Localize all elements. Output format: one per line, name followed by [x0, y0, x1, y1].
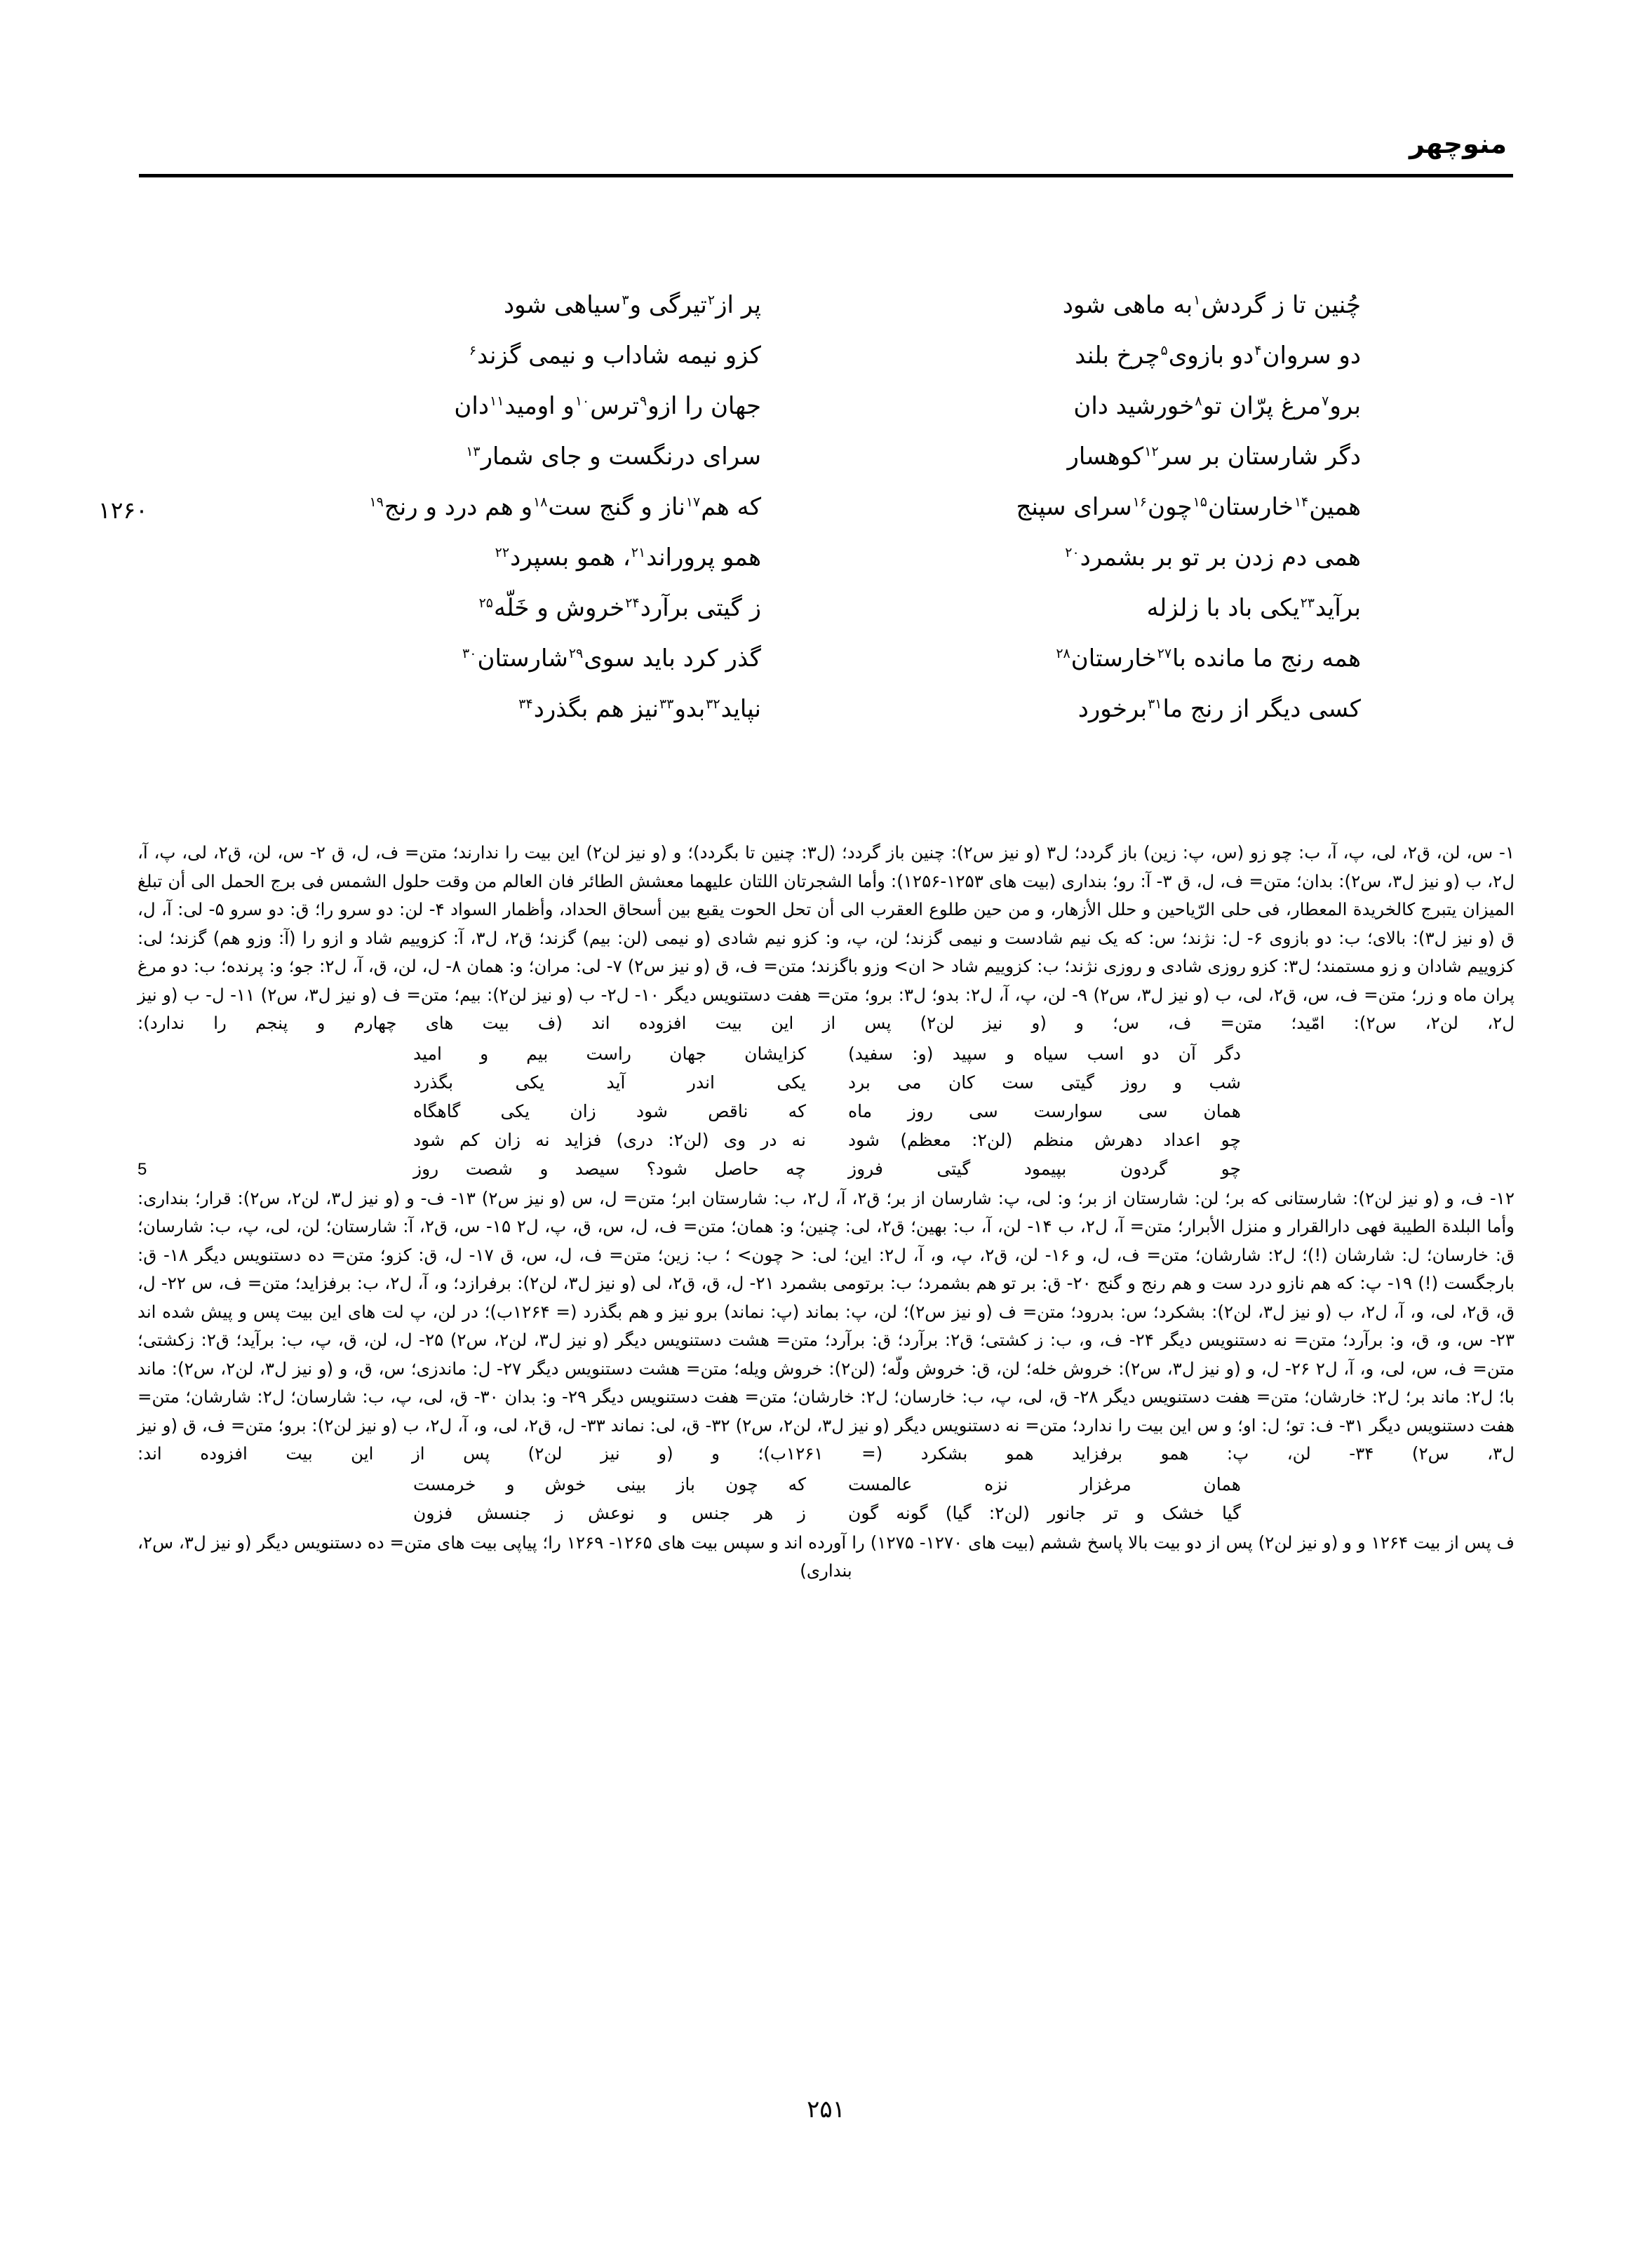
footnote-ref: ۱۳ — [466, 443, 481, 459]
footnote-ref: ۵ — [1160, 342, 1168, 358]
hemistich-left — [246, 334, 761, 369]
hemistich-left — [246, 687, 761, 722]
footnote-ref: ۱۶ — [1132, 494, 1147, 510]
hemistich-right — [828, 536, 1361, 571]
hemistich-text-mid: مرغ پرّان تو — [1202, 392, 1322, 420]
footnote-ref: ۳۱ — [1148, 696, 1162, 712]
hemistich-text-mid: ترس — [590, 392, 639, 420]
footnote-ref: ۲۸ — [1056, 645, 1070, 661]
footnote-ref: ۸ — [1195, 393, 1202, 409]
verse-line — [231, 536, 1491, 586]
apparatus-paragraph-1: ۱- س، لن، ق۲، لی، پ، آ، ب: چو زو (س، پ: زین) باز گردد؛ ل۳ (و نیز س۲): چنین باز گردد؛ (ل۳: چنین تا بگردد)؛ و (و نیز لن۲) این بیت را ندارند؛ متن= ف، ل، ق ۲- س، لن، ق۲، لی، پ، آ، ل۲، ب (و نیز ل۳، س۲): بدان؛ متن= ف، ل، ق ۳- آ: رو؛ بنداری (بیت های ۱۲۵۳-۱۲۵۶): وأما الشجرتان اللتان علیهما معشش الطائر فان العالم من وقت حلول الشمس فی برج الحمل الی أن تبلغ المیزان یتبرج کالخریدة المعطار، فی حلی الرّیاحین و حلل الأزهار، و من حین طلوع العقرب الی أن تحل الحوت یقبع بین أسحاق الحداد، وأظمار السواد ۴- لن: دو سرو را؛ ق: دو سرو ۵- لی: آ، ل، ق (و نیز ل۳): بالای؛ ب: دو بازوی ۶- ل: نژند؛ س: که یک نیم شادست و نیمی گزند؛ لن، پ، و: کزو نیم شادی (و نیمی (لن: بیم) گزند؛ ق۲، ل۳، آ: کزوییم شاد و ازو را (آ: وزو هم) گزند؛ لی: کزوییم شادان و زو مستمند؛ ل۳: کزو روزی شادی و روزی نژند؛ ب: کزوییم شاد < ان> وزو باگزند؛ متن= ف، ق (و نیز س۲) ۷- لی: مران؛ و: همان ۸- ل، لن، ق، آ، ل۲: جو؛ و: پرنده؛ ب: دو مرغ پران ماه و زر؛ متن= ف، س، ق۲، لی، ب (و نیز ل۳، س۲) ۹- لن، پ، آ، ل۲: بدو؛ ل۳: برو؛ متن= هفت دستنویس دیگر ۱۰- ل۲- ب (و نیز لن۲): بیم؛ متن= ف (و نیز ل۳، س۲) ۱۱- ل- ب (و نیز ل۲، لن۲، س۲): امّید؛ متن= ف، س؛ و (و نیز لن۲) پس از این بیت افزوده اند (ف بیت های چهارم و پنجم را ندارد): — [137, 842, 1515, 1033]
hemistich-text-tail: خورشید دان — [1073, 392, 1195, 420]
footnote-ref: ۱۲ — [1144, 443, 1159, 459]
hemistich-text-tail: سیاهی شود — [504, 291, 622, 319]
hemistich-text: پر از — [716, 291, 761, 319]
verse-line — [231, 384, 1491, 435]
hemistich-right — [828, 485, 1361, 520]
verse-line — [231, 586, 1491, 637]
hemistich-text-mid: ناز و گنج ست — [548, 493, 685, 521]
hemistich-text-tail: برخورد — [1077, 695, 1148, 723]
hemistich-right — [828, 586, 1361, 621]
hemistich-right — [828, 283, 1361, 318]
verse-number: ۱۲۶۰ — [98, 497, 148, 524]
inset-hemistich-left: که چون باز بینی خوش و خرمست — [413, 1473, 806, 1494]
footnote-ref: ۳۰ — [462, 645, 477, 661]
footnote-ref: ۱۵ — [1193, 494, 1207, 510]
footnote-ref: ۳۴ — [518, 696, 533, 712]
hemistich-text: گذر کرد باید سوی — [584, 644, 761, 673]
footnote-ref: ۱۹ — [369, 494, 384, 510]
inset-hemistich-right: همان مرغزار نزه عالمست — [848, 1473, 1241, 1494]
hemistich-text-mid: ، همو بسپرد — [510, 544, 631, 572]
footnote-ref: ۱۷ — [685, 494, 701, 510]
inset-hemistich-right: چو اعداد دهرش منظم (لن۲: معظم) شود — [848, 1129, 1241, 1150]
page-number: ۲۵۱ — [807, 2095, 845, 2124]
verse-block — [98, 283, 1491, 738]
hemistich-text: برو — [1329, 392, 1361, 420]
footnote-ref: ۷ — [1322, 393, 1329, 409]
hemistich-left — [246, 637, 761, 672]
hemistich-text: همی دم زدن بر تو بر بشمرد — [1080, 544, 1361, 572]
hemistich-text-tail: کوهسار — [1067, 443, 1144, 471]
hemistich-left — [246, 384, 761, 419]
hemistich-text-mid: بدو — [674, 695, 706, 723]
hemistich-text-tail: و اومید — [504, 392, 575, 420]
hemistich-text: همه رنج ما مانده با — [1172, 644, 1361, 673]
footnote-ref: ۱۱ — [489, 393, 504, 409]
hemistich-text: همین — [1309, 493, 1361, 521]
inset-verse-line — [137, 1470, 1515, 1499]
hemistich-text-tail: نیز هم بگذرد — [533, 695, 659, 723]
hemistich-right — [828, 334, 1361, 369]
hemistich-text: کسی دیگر از رنج ما — [1162, 695, 1361, 723]
chapter-title: منوچهر — [1409, 128, 1507, 159]
inset-hemistich-left: کزایشان جهان راست بیم و امید — [413, 1043, 806, 1064]
apparatus-paragraph-2: ۱۲- ف، و (و نیز لن۲): شارستانی که بر؛ لن: شارستان از بر؛ و: لی، پ: شارسان از بر؛ ق۲، آ، ل۲، ب: شارستان ابر؛ متن= ل، س (و نیز س۲) ۱۳- ف- و (و نیز ل۳، لن۲، س۲): قرار؛ بنداری: وأما البلدة الطیبة فهی دارالقرار و منزل الأبرار؛ متن= آ، ل۲، ب ۱۴- لن، آ، ب: بهین؛ ق۲، لی: چنین؛ و: همان؛ متن= ف، ل، س، ق، پ، ل۲ ۱۵- س، ق۲، آ: شارستان؛ لن، لی، پ، ب: شارسان؛ ق: خارسان؛ ل: شارشان (!)؛ ل۲: شارشان؛ متن= ف، ل، و ۱۶- لن، ق۲، پ، و، آ، ل۲: این؛ لی: < چون> ؛ ب: زین؛ متن= ف، ل، س، ق ۱۷- ل، ق: کزو؛ متن= ده دستنویس دیگر ۱۸- ق: بارجگست (!) ۱۹- پ: که هم نازو درد ست و هم رنج و گنج ۲۰- ق: بر تو هم بشمرد؛ ب: برتومی بشمرد ۲۱- ل، ق، ق۲، لی (و نیز ل۳، لن۲): برفرازد؛ و، آ، ل۲، ب: برفزاید؛ متن= ف، س ۲۲- ل، ق، ق۲، لی، و، آ، ل۲، ب (و نیز ل۳، لن۲): بشکرد؛ س: بدرود؛ متن= ف (و نیز س۲)؛ لن، پ: بماند (پ: نماند) برو نیز و هم بگذرد (= ۱۲۶۴ب)؛ در لن، پ لت های این بیت پس و پیش شده اند ۲۳- س، و، ق، و: برآرد؛ متن= نه دستنویس دیگر ۲۴- ف، و، ب: ز کشتی؛ ق۲: برآرد؛ ق: برآرد؛ متن= هشت دستنویس دیگر (و نیز ل۳، لن۲، س۲) ۲۵- ل، لن، ق، پ، ب: برآید؛ ق۲: زکشتی؛ متن= ف، س، لی، و، آ، ل۲ ۲۶- ل، و (و نیز ل۳، س۲): خروش خله؛ لن، ق: خروش ولّه؛ (لن۲): خروش ویله؛ متن= هشت دستنویس دیگر ۲۷- ل: ماندزی؛ س، ق، و (و نیز ل۳، لن۲، س۲): ماند با؛ ل۲: ماند بر؛ ل۲: خارشان؛ متن= هفت دستنویس دیگر ۲۸- ق، لی، پ، ب: خارسان؛ ل۲: خارشان؛ متن= هفت دستنویس دیگر ۲۹- و: بدان ۳۰- ق، لی، پ، ب: شارسان؛ ل۲: شارشان؛ متن= هفت دستنویس دیگر ۳۱- ف: تو؛ ل: او؛ و س این بیت را ندارد؛ متن= نه دستنویس دیگر (و نیز ل۳، لن۲، س۲) ۳۲- ق، لی: نماند ۳۳- ل، ق۲، لی، و، آ، ل۲، ب (و نیز لن۲): برو؛ متن= ف، ق (و نیز ل۳، س۲) ۳۴- لن، پ: همو برفزاید همو بشکرد (= ۱۲۶۱ب)؛ و (و نیز لن۲) پس از این بیت افزوده اند: — [137, 1187, 1515, 1464]
hemistich-text-tail2: دان — [454, 392, 489, 420]
hemistich-left — [246, 536, 761, 571]
inset-verse-line — [137, 1097, 1515, 1126]
inset-verse-line — [137, 1499, 1515, 1527]
inset-verse-line — [137, 1039, 1515, 1068]
footnote-ref: ۹ — [639, 393, 647, 409]
hemistich-text-tail: چرخ بلند — [1075, 342, 1160, 370]
footnote-ref: ۲۱ — [631, 544, 646, 560]
footnote-ref: ۲۰ — [1065, 544, 1080, 560]
apparatus-paragraph-3: ف پس از بیت ۱۲۶۴ و و (و نیز لن۲) پس از دو بیت بالا پاسخ ششم (بیت های ۱۲۷۰- ۱۲۷۵) را آورده اند و سپس بیت های ۱۲۶۵- ۱۲۶۹ را؛ پیاپی بیت های متن= ده دستنویس دیگر (و نیز ل۳، س۲، بنداری) — [137, 1532, 1515, 1581]
hemistich-text-tail: خارستان — [1070, 644, 1157, 673]
inset-hemistich-left: نه در وی (لن۲: دری) فزاید نه زان کم شود — [413, 1129, 806, 1150]
hemistich-right — [828, 687, 1361, 722]
footnote-ref: ۳۲ — [706, 696, 720, 712]
footnote-ref: ۲۲ — [495, 544, 510, 560]
hemistich-text: جهان را ازو — [647, 392, 761, 420]
footnote-ref: ۱ — [1193, 292, 1201, 308]
footnote-ref: ۲ — [707, 292, 716, 308]
hemistich-text-mid: خارستان — [1207, 493, 1294, 521]
footnote-ref: ۳۳ — [659, 696, 674, 712]
hemistich-text-tail: به ماهی شود — [1062, 291, 1193, 319]
hemistich-left — [246, 283, 761, 318]
hemistich-text-tail: سرای سپنج — [1016, 493, 1132, 521]
footnote-ref: ۴ — [1254, 342, 1262, 358]
hemistich-text-mid2: چون — [1147, 493, 1193, 521]
inset-hemistich-left: یکی اندر آید یکی بگذرد — [413, 1072, 806, 1093]
inset-hemistich-right: شب و روز گیتی ست کان می برد — [848, 1072, 1241, 1093]
hemistich-text: دو سروان — [1262, 342, 1361, 370]
hemistich-text-mid: دو بازوی — [1168, 342, 1254, 370]
verse-line-numbered — [98, 485, 1491, 536]
inset-verse-line — [137, 1126, 1515, 1154]
hemistich-text-tail: یکی باد با زلزله — [1146, 594, 1300, 622]
hemistich-text: دگر شارستان بر سر — [1159, 443, 1361, 471]
inset-verse-line — [137, 1068, 1515, 1097]
inset-hemistich-right: دگر آن دو اسب سیاه و سپید (و: سفید) — [848, 1043, 1241, 1064]
inset-hemistich-left: چه حاصل شود؟ سیصد و شصت روز — [413, 1158, 806, 1179]
hemistich-text-tail: و هم درد و رنج — [384, 493, 533, 521]
critical-apparatus — [137, 839, 1515, 1586]
hemistich-text-tail: شارستان — [477, 644, 568, 673]
footnote-ref: ۲۹ — [568, 645, 584, 661]
hemistich-right — [828, 637, 1361, 672]
hemistich-text: برآید — [1315, 594, 1361, 622]
footnote-ref: ۳ — [622, 292, 629, 308]
footnote-ref: ۲۳ — [1300, 595, 1315, 611]
inset-verse-block-1 — [137, 1039, 1515, 1183]
hemistich-text-mid: خروش و خَلّه — [494, 594, 625, 622]
hemistich-right — [828, 435, 1361, 470]
verse-line — [231, 637, 1491, 687]
hemistich-text-mid: تیرگی و — [629, 291, 707, 319]
hemistich-text: کزو نیمه شاداب و نیمی گزند — [477, 342, 761, 370]
hemistich-text: ز گیتی برآرد — [640, 594, 761, 622]
hemistich-left — [246, 485, 761, 520]
verse-line — [231, 334, 1491, 384]
verse-line — [231, 687, 1491, 738]
verse-line — [231, 283, 1491, 334]
footnote-ref: ۲۷ — [1157, 645, 1172, 661]
hemistich-right — [828, 384, 1361, 419]
header-rule — [139, 174, 1513, 177]
inset-hemistich-right: همان سی سوارست سی روز ماه — [848, 1100, 1241, 1121]
hemistich-text: نپاید — [720, 695, 761, 723]
verse-line — [231, 435, 1491, 485]
running-head — [137, 130, 1515, 195]
hemistich-left — [246, 586, 761, 621]
inset-hemistich-right: گیا خشک و تر جانور (لن۲: گیا) گونه گون — [848, 1502, 1242, 1523]
inset-verse-block-2 — [137, 1470, 1515, 1527]
hemistich-text: که هم — [701, 493, 761, 521]
inset-line-number: 5 — [137, 1159, 147, 1179]
inset-verse-line — [137, 1154, 1515, 1183]
footnote-ref: ۲۴ — [625, 595, 640, 611]
footnote-ref: ۲۵ — [478, 595, 494, 611]
inset-hemistich-left: ز هر جنس و نوعش ز جنسش فزون — [413, 1502, 806, 1523]
footnote-ref: ۶ — [469, 342, 477, 358]
inset-hemistich-left: که ناقص شود زان یکی گاهگاه — [413, 1100, 806, 1121]
hemistich-left — [246, 435, 761, 470]
hemistich-text: همو پروراند — [646, 544, 761, 572]
footnote-ref: ۱۸ — [533, 494, 548, 510]
footnote-ref: ۱۰ — [575, 393, 590, 409]
hemistich-text: چُنین تا ز گردش — [1201, 291, 1361, 319]
footnote-ref: ۱۴ — [1294, 494, 1309, 510]
hemistich-text: سرای درنگست و جای شمار — [481, 443, 761, 471]
inset-hemistich-right: چو گردون بپیمود گیتی فروز — [848, 1158, 1241, 1179]
